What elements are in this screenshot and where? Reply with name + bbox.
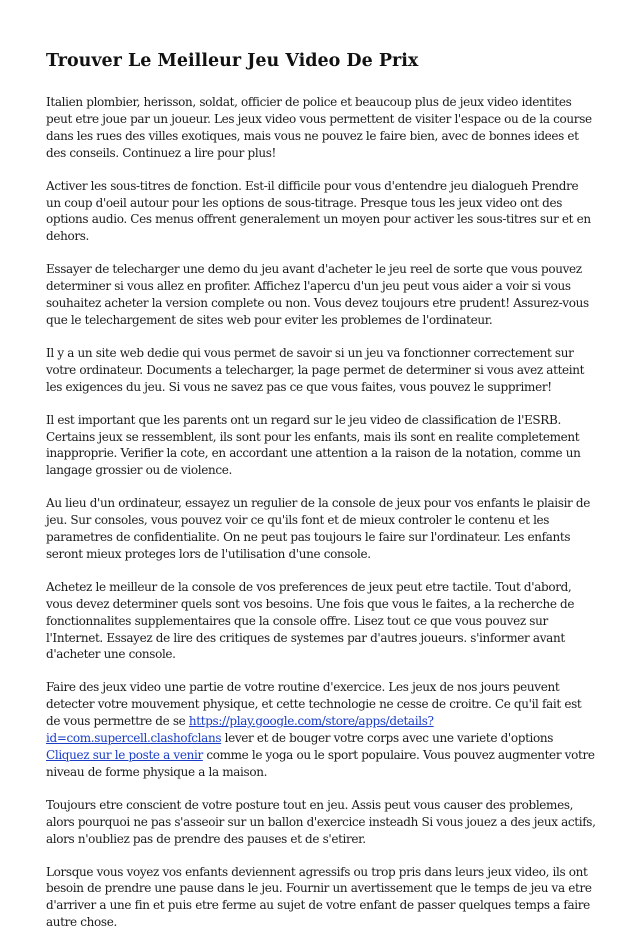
paragraph-intro: Italien plombier, herisson, soldat, officier de police et beaucoup plus de jeux video identites peut etre joue par un joueur. Les jeux video vous permettent de visiter l'espace ou de la course dans les rues des villes exotiques, mais vous ne pouvez le faire bien, avec de bonnes idees et des conseils. Continuez a lire pour plus!	[46, 95, 592, 160]
page-title: Trouver Le Meilleur Jeu Video De Prix	[46, 51, 419, 71]
paragraph-breaks: Lorsque vous voyez vos enfants deviennent agressifs ou trop pris dans leurs jeux video, ils ont besoin de prendre une pause dans le jeu. Fournir un avertissement que le temps de jeu va etre d'arriver a une fin et puis etre ferme au sujet de votre enfant de passer quelques temps a faire autre chose.	[46, 864, 592, 930]
paragraph-buy-console: Achetez le meilleur de la console de vos preferences de jeux peut etre tactile. Tout d'abord, vous devez determiner quels sont vos besoins. Une fois que vous le faites, a la recherche de fonctionnalites supplementaires que la console offre. Lisez tout ce que vous pouvez sur l'Internet. Essayez de lire des critiques de systemes par d'autres joueurs. s'informer avant d'acheter une console.	[46, 579, 575, 662]
paragraph-subtitles: Activer les sous-titres de fonction. Est-il difficile pour vous d'entendre jeu dialogueh Prendre un coup d'oeil autour pour les options de sous-titrage. Presque tous les jeux video ont des options audio. Ces menus offrent generalement un moyen pour activer les sous-titres sur et en dehors.	[46, 178, 591, 244]
next-post-link[interactable]: Cliquez sur le poste a venir	[46, 748, 203, 762]
paragraph-esrb: Il est important que les parents ont un regard sur le jeu video de classification de l'ESRB. Certains jeux se ressemblent, ils sont pour les enfants, mais ils sont en realite completement inapproprie. Verifier la cote, en accordant une attention a la raison de la notation, comme un langage grossier ou de violence.	[46, 412, 581, 478]
paragraph-exercise-text-before: Faire des jeux video une partie de votre routine d'exercice. Les jeux de nos jours peuvent detecter votre mouvement physique, et cette technologie ne cesse de croitre. Ce qu'il fait est de vous permettre de se	[46, 680, 582, 729]
paragraph-posture: Toujours etre conscient de votre posture tout en jeu. Assis peut vous causer des problemes, alors pourquoi ne pas s'asseoir sur un ballon d'exercice insteadh Si vous jouez a des jeux actifs, alors n'oubliez pas de prendre des pauses et de s'etirer.	[46, 797, 596, 846]
paragraph-requirements: Il y a un site web dedie qui vous permet de savoir si un jeu va fonctionner correctement sur votre ordinateur. Documents a telecharger, la page permet de determiner si vous avez atteint les exigences du jeu. Si vous ne savez pas ce que vous faites, vous pouvez le supprimer!	[46, 345, 585, 394]
paragraph-exercise-text-after: comme le yoga ou le sport populaire. Vous pouvez augmenter votre niveau de forme physique a la maison.	[46, 748, 595, 779]
paragraph-exercise-text-middle: lever et de bouger votre corps avec une variete d'options	[221, 731, 554, 746]
paragraph-demo: Essayer de telecharger une demo du jeu avant d'acheter le jeu reel de sorte que vous pouvez determiner si vous allez en profiter. Affichez l'apercu d'un jeu peut vous aider a voir si vous souhaitez acheter la version complete ou non. Vous devez toujours etre prudent! Assurez-vous que le telechargement de sites web pour eviter les problemes de l'ordinateur.	[46, 262, 589, 327]
paragraph-console: Au lieu d'un ordinateur, essayez un regulier de la console de jeux pour vos enfants le plaisir de jeu. Sur consoles, vous pouvez voir ce qu'ils font et de mieux controler le contenu et les parametres de confidentialite. On ne peut pas toujours le faire sur l'ordinateur. Les enfants seront mieux proteges lors de l'utilisation d'une console.	[46, 496, 590, 561]
document-page	[46, 50, 596, 947]
clashofclans-link[interactable]: https://play.google.com/store/apps/details?id=com.supercell.clashofclans	[46, 714, 434, 746]
paragraph-exercise	[46, 679, 596, 780]
